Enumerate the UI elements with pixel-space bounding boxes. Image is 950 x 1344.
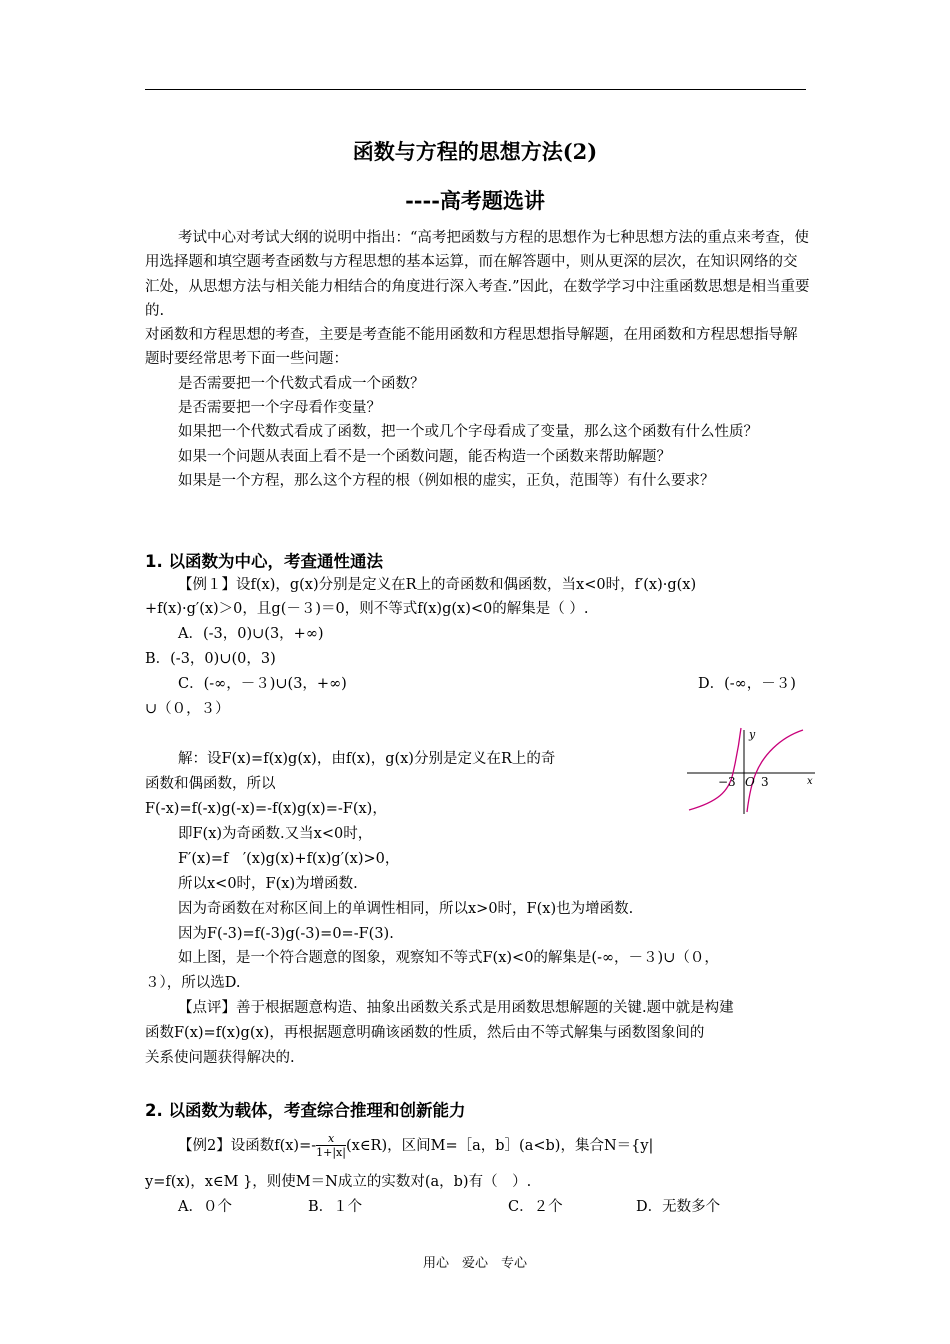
graph-label-origin: O <box>745 775 755 789</box>
graph-label-neg3: −3 <box>718 775 736 789</box>
option-b: B．(-3，0)∪(0，3) <box>145 651 276 667</box>
curve-left <box>689 728 741 810</box>
solution-line-5: F′(x)=f ′(x)g(x)+f(x)g′(x)>0， <box>178 851 400 867</box>
solution-line-7: 因为奇函数在对称区间上的单调性相同，所以x>0时，F(x)也为增函数. <box>178 901 634 917</box>
header-rule <box>145 89 806 90</box>
intro-block <box>145 226 810 493</box>
intro-question-1: 是否需要把一个代数式看成一个函数？ <box>178 375 425 392</box>
example-2-suffix: (x∈R)，区间M=［a，b］(a<b)，集合N＝{y| <box>345 1138 654 1154</box>
page-footer: 用心 爱心 专心 <box>422 1256 527 1271</box>
solution-line-8: 因为F(-3)=f(-3)g(-3)=0=-F(3). <box>178 926 394 942</box>
intro-question-4: 如果一个问题从表面上看不是一个函数问题，能否构造一个函数来帮助解题？ <box>178 448 671 465</box>
example-1-line-2: +f(x)·g′(x)＞0，且g(－３)＝0，则不等式f(x)g(x)<0的解集是（ ）. <box>145 601 589 617</box>
solution-line-6: 所以x<0时，F(x)为增函数. <box>178 876 358 892</box>
solution-line-10: ３），所以选D. <box>145 975 241 991</box>
example-2-prefix: 【例2】设函数f(x)=- <box>178 1138 317 1154</box>
comment-line-3: 关系使问题获得解决的. <box>145 1050 295 1066</box>
solution-line-3: F(-x)=f(-x)g(-x)=-f(x)g(x)=-F(x)， <box>145 801 387 817</box>
function-graph <box>687 726 819 814</box>
intro-question-3: 如果把一个代数式看成了函数，把一个或几个字母看成了变量，那么这个函数有什么性质？ <box>178 424 758 441</box>
option-c: C．(-∞，－３)∪(3，+∞) <box>178 676 347 692</box>
option-a: A．(-3，0)∪(3，+∞) <box>178 626 324 642</box>
curve-right <box>747 730 803 812</box>
intro-para-2: 对函数和方程思想的考查，主要是考查能不能用函数和方程思想指导解题，在用函数和方程思想指导解题时要经常思考下面一些问题： <box>145 327 798 368</box>
section-2-heading: 2. 以函数为载体，考查综合推理和创新能力 <box>145 1101 466 1120</box>
fraction-numerator: x <box>327 1132 335 1145</box>
graph-label-y: y <box>749 728 756 741</box>
intro-question-5: 如果是一个方程，那么这个方程的根（例如根的虚实，正负，范围等）有什么要求？ <box>178 472 715 489</box>
ex2-option-d: D．无数多个 <box>636 1199 721 1215</box>
ex2-option-b: B．１个 <box>308 1199 363 1215</box>
ex2-option-c: C．２个 <box>508 1199 563 1215</box>
example-1-line-1: 【例１】设f(x)，g(x)分别是定义在R上的奇函数和偶函数，当x<0时，f′(x)·g(x) <box>178 577 697 593</box>
intro-question-2: 是否需要把一个字母看作变量？ <box>178 400 381 417</box>
example-2-line-1 <box>178 1133 653 1159</box>
ex2-option-a: A．０个 <box>178 1199 232 1215</box>
fraction <box>316 1133 346 1159</box>
page-subtitle: ----高考题选讲 <box>405 188 545 213</box>
fraction-denominator: 1+|x| <box>316 1146 346 1159</box>
graph-label-pos3: 3 <box>761 775 769 789</box>
option-d: D．(-∞，－３) <box>698 676 796 692</box>
page-title: 函数与方程的思想方法(2) <box>352 139 598 164</box>
comment-line-2: 函数F(x)=f(x)g(x)，再根据题意明确该函数的性质，然后由不等式解集与函数图象间的 <box>145 1025 705 1041</box>
section-1-heading: 1. 以函数为中心，考查通性通法 <box>145 552 383 571</box>
solution-line-2: 函数和偶函数，所以 <box>145 776 276 792</box>
intro-para-1: 考试中心对考试大纲的说明中指出：“高考把函数与方程的思想作为七种思想方法的重点来考查，使用选择题和填空题考查函数与方程思想的基本运算，而在解答题中，则从更深的层次，在知识网络的交汇处，从思想方法与相关能力相结合的角度进行深入考查.”因此，在数学学习中注重函数思想是相当重要的. <box>145 230 810 319</box>
comment-line-1: 【点评】善于根据题意构造、抽象出函数关系式是用函数思想解题的关键.题中就是构建 <box>178 1000 734 1016</box>
solution-line-4: 即F(x)为奇函数.又当x<0时， <box>178 826 373 842</box>
option-d-continued: ∪（０，３） <box>145 701 230 717</box>
graph-label-x: x <box>807 776 813 787</box>
solution-line-9: 如上图，是一个符合题意的图象，观察知不等式F(x)<0的解集是(-∞，－３)∪（０， <box>178 950 719 966</box>
example-2-line-2: y=f(x)，x∈M }，则使M＝N成立的实数对(a，b)有（ ）. <box>145 1174 532 1190</box>
solution-line-1: 解：设F(x)=f(x)g(x)，由f(x)，g(x)分别是定义在R上的奇 <box>178 751 556 767</box>
